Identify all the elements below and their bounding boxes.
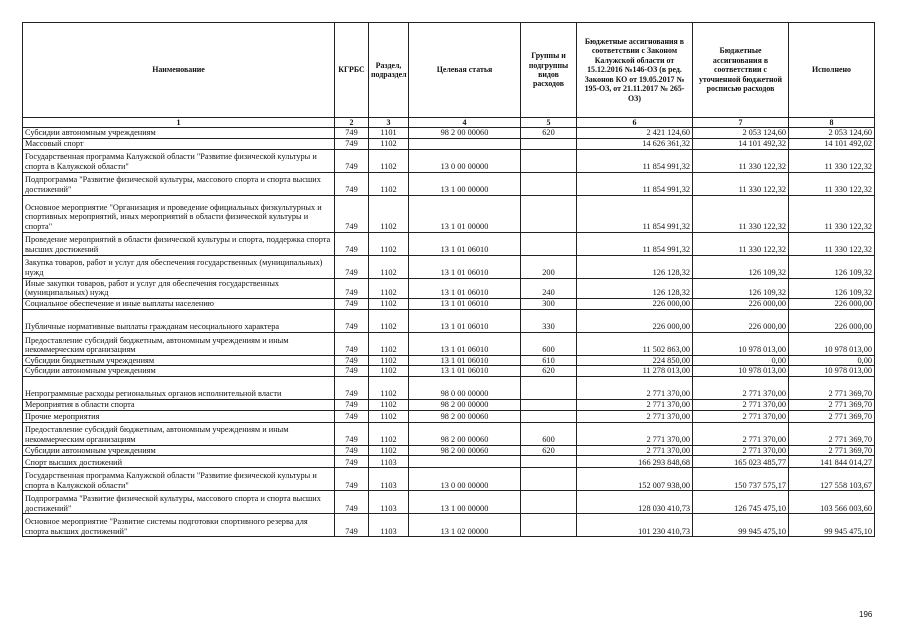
row-ktrbs: 749 xyxy=(335,410,369,422)
table-row xyxy=(23,376,875,399)
row-executed-amount: 11 330 122,32 xyxy=(789,149,875,172)
table-row xyxy=(23,278,875,298)
row-name: Субсидии автономным учреждениям xyxy=(23,128,335,139)
row-law-amount: 11 854 991,32 xyxy=(577,172,693,195)
row-plan-amount: 11 330 122,32 xyxy=(693,149,789,172)
row-group: 620 xyxy=(521,128,577,139)
row-executed-amount: 0,00 xyxy=(789,355,875,366)
row-plan-amount: 126 745 475,10 xyxy=(693,491,789,514)
row-executed-amount: 126 109,32 xyxy=(789,255,875,278)
header-ktrbs: КГРБС xyxy=(335,23,369,118)
table-row xyxy=(23,232,875,255)
row-group: 600 xyxy=(521,422,577,445)
table-row xyxy=(23,422,875,445)
row-name: Государственная программа Калужской области "Развитие физической культуры и спорта в Калужской области" xyxy=(23,468,335,491)
row-name: Подпрограмма "Развитие физической культуры, массового спорта и спорта высших достижений" xyxy=(23,491,335,514)
row-ktrbs: 749 xyxy=(335,456,369,468)
table-row xyxy=(23,355,875,366)
row-law-amount: 2 421 124,60 xyxy=(577,128,693,139)
row-plan-amount: 2 053 124,60 xyxy=(693,128,789,139)
row-executed-amount: 14 101 492,02 xyxy=(789,138,875,149)
row-target xyxy=(409,456,521,468)
row-ktrbs: 749 xyxy=(335,399,369,410)
row-executed-amount: 99 945 475,10 xyxy=(789,514,875,537)
header-name: Наименование xyxy=(23,23,335,118)
table-row xyxy=(23,172,875,195)
row-section: 1102 xyxy=(369,332,409,355)
row-ktrbs: 749 xyxy=(335,332,369,355)
row-ktrbs: 749 xyxy=(335,491,369,514)
row-name: Иные закупки товаров, работ и услуг для обеспечения государственных (муниципальных) нужд xyxy=(23,278,335,298)
row-name: Публичные нормативные выплаты гражданам несоциального характера xyxy=(23,309,335,332)
row-ktrbs: 749 xyxy=(335,366,369,377)
row-target: 13 1 01 06010 xyxy=(409,355,521,366)
row-target: 13 0 00 00000 xyxy=(409,149,521,172)
row-ktrbs: 749 xyxy=(335,128,369,139)
header-law-allocations: Бюджетные ассигнования в соответствии с Законом Калужской области от 15.12.2016 №146-ОЗ (в ред. Законов КО от 19.05.2017 № 195-ОЗ, от 21.11.2017 № 265-ОЗ) xyxy=(577,23,693,118)
column-number: 2 xyxy=(335,118,369,128)
row-group xyxy=(521,138,577,149)
row-ktrbs: 749 xyxy=(335,514,369,537)
row-group xyxy=(521,195,577,232)
row-section: 1102 xyxy=(369,445,409,456)
header-groups: Группы и подгруппы видов расходов xyxy=(521,23,577,118)
row-plan-amount: 226 000,00 xyxy=(693,298,789,309)
row-law-amount: 2 771 370,00 xyxy=(577,376,693,399)
row-executed-amount: 127 558 103,67 xyxy=(789,468,875,491)
row-group: 600 xyxy=(521,332,577,355)
column-number: 7 xyxy=(693,118,789,128)
row-group: 620 xyxy=(521,445,577,456)
row-target: 13 1 01 06010 xyxy=(409,298,521,309)
row-ktrbs: 749 xyxy=(335,298,369,309)
row-ktrbs: 749 xyxy=(335,278,369,298)
row-target: 13 1 02 00000 xyxy=(409,514,521,537)
table-row xyxy=(23,332,875,355)
row-ktrbs: 749 xyxy=(335,376,369,399)
table-row xyxy=(23,410,875,422)
row-section: 1102 xyxy=(369,255,409,278)
row-group: 240 xyxy=(521,278,577,298)
row-name: Субсидии автономным учреждениям xyxy=(23,366,335,377)
row-executed-amount: 11 330 122,32 xyxy=(789,172,875,195)
column-number: 5 xyxy=(521,118,577,128)
row-target: 13 1 01 06010 xyxy=(409,366,521,377)
row-executed-amount: 2 771 369,70 xyxy=(789,422,875,445)
row-target: 13 0 00 00000 xyxy=(409,468,521,491)
column-number: 8 xyxy=(789,118,875,128)
row-executed-amount: 10 978 013,00 xyxy=(789,332,875,355)
row-law-amount: 2 771 370,00 xyxy=(577,410,693,422)
row-plan-amount: 10 978 013,00 xyxy=(693,366,789,377)
row-executed-amount: 103 566 003,60 xyxy=(789,491,875,514)
row-section: 1103 xyxy=(369,514,409,537)
row-plan-amount: 14 101 492,32 xyxy=(693,138,789,149)
row-plan-amount: 126 109,32 xyxy=(693,255,789,278)
table-row xyxy=(23,149,875,172)
table-row xyxy=(23,128,875,139)
row-executed-amount: 2 771 369,70 xyxy=(789,410,875,422)
row-law-amount: 126 128,32 xyxy=(577,255,693,278)
row-plan-amount: 2 771 370,00 xyxy=(693,376,789,399)
row-plan-amount: 0,00 xyxy=(693,355,789,366)
row-target: 98 2 00 00000 xyxy=(409,399,521,410)
row-section: 1102 xyxy=(369,232,409,255)
row-law-amount: 224 850,00 xyxy=(577,355,693,366)
row-executed-amount: 2 771 369,70 xyxy=(789,445,875,456)
row-law-amount: 226 000,00 xyxy=(577,298,693,309)
row-target: 13 1 01 06010 xyxy=(409,332,521,355)
row-group xyxy=(521,232,577,255)
row-executed-amount: 10 978 013,00 xyxy=(789,366,875,377)
row-law-amount: 2 771 370,00 xyxy=(577,445,693,456)
page-number: 196 xyxy=(859,610,873,619)
table-row xyxy=(23,468,875,491)
row-law-amount: 11 854 991,32 xyxy=(577,195,693,232)
row-executed-amount: 2 771 369,70 xyxy=(789,399,875,410)
column-number: 6 xyxy=(577,118,693,128)
row-name: Прочие мероприятия xyxy=(23,410,335,422)
row-name: Субсидии автономным учреждениям xyxy=(23,445,335,456)
header-executed: Исполнено xyxy=(789,23,875,118)
row-ktrbs: 749 xyxy=(335,195,369,232)
row-section: 1102 xyxy=(369,422,409,445)
row-name: Основное мероприятие "Организация и проведение официальных физкультурных и спортивных мероприятий, иных мероприятий в области физической культуры и спорта" xyxy=(23,195,335,232)
header-row xyxy=(23,23,875,118)
row-section: 1103 xyxy=(369,456,409,468)
row-group xyxy=(521,172,577,195)
row-law-amount: 2 771 370,00 xyxy=(577,422,693,445)
row-target: 98 2 00 00060 xyxy=(409,410,521,422)
table-row xyxy=(23,456,875,468)
row-ktrbs: 749 xyxy=(335,422,369,445)
table-row xyxy=(23,445,875,456)
row-section: 1103 xyxy=(369,491,409,514)
header-section: Раздел, подраздел xyxy=(369,23,409,118)
row-law-amount: 2 771 370,00 xyxy=(577,399,693,410)
row-name: Подпрограмма "Развитие физической культуры, массового спорта и спорта высших достижений" xyxy=(23,172,335,195)
row-executed-amount: 226 000,00 xyxy=(789,298,875,309)
row-plan-amount: 11 330 122,32 xyxy=(693,232,789,255)
row-ktrbs: 749 xyxy=(335,355,369,366)
row-ktrbs: 749 xyxy=(335,232,369,255)
row-section: 1102 xyxy=(369,298,409,309)
row-target: 13 1 00 00000 xyxy=(409,172,521,195)
row-target: 13 1 01 06010 xyxy=(409,232,521,255)
row-plan-amount: 165 023 485,77 xyxy=(693,456,789,468)
row-target xyxy=(409,138,521,149)
row-name: Проведение мероприятий в области физической культуры и спорта, поддержка спорта высших достижений xyxy=(23,232,335,255)
row-plan-amount: 99 945 475,10 xyxy=(693,514,789,537)
row-name: Социальное обеспечение и иные выплаты населению xyxy=(23,298,335,309)
row-section: 1101 xyxy=(369,128,409,139)
row-ktrbs: 749 xyxy=(335,445,369,456)
row-name: Государственная программа Калужской области "Развитие физической культуры и спорта в Калужской области" xyxy=(23,149,335,172)
row-law-amount: 166 293 848,68 xyxy=(577,456,693,468)
row-law-amount: 226 000,00 xyxy=(577,309,693,332)
table-row xyxy=(23,298,875,309)
row-plan-amount: 2 771 370,00 xyxy=(693,445,789,456)
row-law-amount: 11 278 013,00 xyxy=(577,366,693,377)
row-law-amount: 101 230 410,73 xyxy=(577,514,693,537)
row-section: 1102 xyxy=(369,376,409,399)
header-plan-allocations: Бюджетные ассигнования в соответствии с уточненной бюджетной росписью расходов xyxy=(693,23,789,118)
row-executed-amount: 2 053 124,60 xyxy=(789,128,875,139)
table-row xyxy=(23,514,875,537)
column-number-row xyxy=(23,118,875,128)
table-body xyxy=(23,128,875,537)
row-law-amount: 152 007 938,00 xyxy=(577,468,693,491)
row-target: 98 2 00 00060 xyxy=(409,445,521,456)
row-section: 1102 xyxy=(369,309,409,332)
row-ktrbs: 749 xyxy=(335,468,369,491)
row-name: Предоставление субсидий бюджетным, автономным учреждениям и иным некоммерческим организациям xyxy=(23,422,335,445)
row-name: Субсидии бюджетным учреждениям xyxy=(23,355,335,366)
row-target: 98 0 00 00000 xyxy=(409,376,521,399)
table-row xyxy=(23,195,875,232)
column-number: 3 xyxy=(369,118,409,128)
row-executed-amount: 226 000,00 xyxy=(789,309,875,332)
row-target: 13 1 01 06010 xyxy=(409,278,521,298)
table-row xyxy=(23,138,875,149)
row-name: Массовый спорт xyxy=(23,138,335,149)
row-group xyxy=(521,149,577,172)
table-row xyxy=(23,491,875,514)
column-number: 4 xyxy=(409,118,521,128)
row-group: 300 xyxy=(521,298,577,309)
row-name: Предоставление субсидий бюджетным, автономным учреждениям и иным некоммерческим организациям xyxy=(23,332,335,355)
row-target: 98 2 00 00060 xyxy=(409,128,521,139)
row-executed-amount: 2 771 369,70 xyxy=(789,376,875,399)
row-law-amount: 11 854 991,32 xyxy=(577,149,693,172)
row-executed-amount: 141 844 014,27 xyxy=(789,456,875,468)
table-row xyxy=(23,255,875,278)
column-number: 1 xyxy=(23,118,335,128)
row-name: Непрограммные расходы региональных органов исполнительной власти xyxy=(23,376,335,399)
row-group xyxy=(521,491,577,514)
row-section: 1102 xyxy=(369,355,409,366)
row-executed-amount: 11 330 122,32 xyxy=(789,232,875,255)
row-plan-amount: 2 771 370,00 xyxy=(693,399,789,410)
header-target: Целевая статья xyxy=(409,23,521,118)
row-section: 1102 xyxy=(369,138,409,149)
row-plan-amount: 2 771 370,00 xyxy=(693,410,789,422)
row-section: 1102 xyxy=(369,278,409,298)
row-group: 620 xyxy=(521,366,577,377)
table-row xyxy=(23,366,875,377)
row-section: 1102 xyxy=(369,410,409,422)
row-group xyxy=(521,410,577,422)
row-plan-amount: 11 330 122,32 xyxy=(693,195,789,232)
row-section: 1102 xyxy=(369,149,409,172)
row-ktrbs: 749 xyxy=(335,172,369,195)
row-target: 13 1 00 00000 xyxy=(409,491,521,514)
row-section: 1102 xyxy=(369,399,409,410)
row-law-amount: 11 854 991,32 xyxy=(577,232,693,255)
row-group: 610 xyxy=(521,355,577,366)
row-target: 13 1 01 00000 xyxy=(409,195,521,232)
row-target: 98 2 00 00060 xyxy=(409,422,521,445)
row-name: Закупка товаров, работ и услуг для обеспечения государственных (муниципальных) нужд xyxy=(23,255,335,278)
row-section: 1102 xyxy=(369,195,409,232)
row-ktrbs: 749 xyxy=(335,149,369,172)
row-group xyxy=(521,399,577,410)
row-name: Основное мероприятие "Развитие системы подготовки спортивного резерва для спорта высших достижений" xyxy=(23,514,335,537)
row-ktrbs: 749 xyxy=(335,309,369,332)
row-law-amount: 11 502 863,00 xyxy=(577,332,693,355)
row-group xyxy=(521,456,577,468)
row-target: 13 1 01 06010 xyxy=(409,255,521,278)
row-group: 200 xyxy=(521,255,577,278)
row-plan-amount: 2 771 370,00 xyxy=(693,422,789,445)
row-law-amount: 126 128,32 xyxy=(577,278,693,298)
row-group: 330 xyxy=(521,309,577,332)
row-target: 13 1 01 06010 xyxy=(409,309,521,332)
row-group xyxy=(521,376,577,399)
row-section: 1103 xyxy=(369,468,409,491)
table-row xyxy=(23,309,875,332)
budget-table xyxy=(22,22,875,537)
row-plan-amount: 11 330 122,32 xyxy=(693,172,789,195)
row-section: 1102 xyxy=(369,366,409,377)
row-law-amount: 128 030 410,73 xyxy=(577,491,693,514)
row-plan-amount: 126 109,32 xyxy=(693,278,789,298)
row-executed-amount: 11 330 122,32 xyxy=(789,195,875,232)
row-law-amount: 14 626 361,32 xyxy=(577,138,693,149)
row-executed-amount: 126 109,32 xyxy=(789,278,875,298)
row-ktrbs: 749 xyxy=(335,255,369,278)
row-plan-amount: 226 000,00 xyxy=(693,309,789,332)
row-group xyxy=(521,468,577,491)
row-plan-amount: 10 978 013,00 xyxy=(693,332,789,355)
row-name: Мероприятия в области спорта xyxy=(23,399,335,410)
row-ktrbs: 749 xyxy=(335,138,369,149)
table-row xyxy=(23,399,875,410)
row-plan-amount: 150 737 575,17 xyxy=(693,468,789,491)
row-group xyxy=(521,514,577,537)
row-section: 1102 xyxy=(369,172,409,195)
row-name: Спорт высших достижений xyxy=(23,456,335,468)
